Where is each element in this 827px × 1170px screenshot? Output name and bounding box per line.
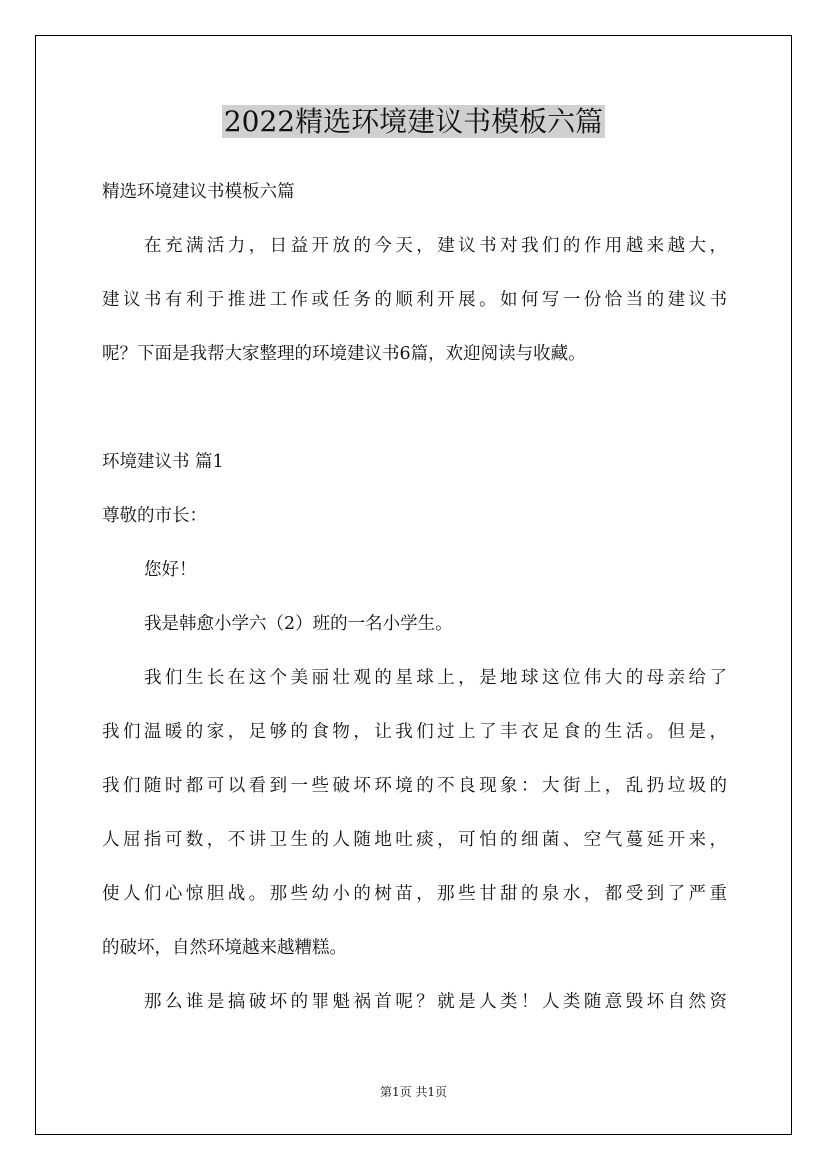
greeting-line: 您好！: [144, 560, 197, 580]
paragraph-line: 我是韩愈小学六（2）班的一名小学生。: [144, 614, 453, 634]
section-heading: 环境建议书 篇1: [102, 452, 224, 472]
paragraph-line: 在充满活力，日益开放的今天，建议书对我们的作用越来越大，: [144, 236, 727, 256]
paragraph-line: 我们生长在这个美丽壮观的星球上，是地球这位伟大的母亲给了: [144, 668, 727, 688]
paragraph-line: 呢？下面是我帮大家整理的环境建议书6篇，欢迎阅读与收藏。: [102, 344, 586, 364]
salutation-line: 尊敬的市长：: [102, 506, 207, 526]
paragraph-line: 人屈指可数，不讲卫生的人随地吐痰，可怕的细菌、空气蔓延开来，: [102, 830, 727, 850]
paragraph-line: 建议书有利于推进工作或任务的顺利开展。如何写一份恰当的建议书: [102, 290, 727, 310]
paragraph-line: 使人们心惊胆战。那些幼小的树苗，那些甘甜的泉水，都受到了严重: [102, 884, 727, 904]
document-title: [0, 98, 827, 146]
paragraph-line: 的破坏，自然环境越来越糟糕。: [102, 938, 347, 958]
document-title-text: 2022精选环境建议书模板六篇: [223, 105, 604, 138]
document-body: [102, 165, 727, 1029]
paragraph-line: 我们温暖的家，足够的食物，让我们过上了丰衣足食的生活。但是，: [102, 722, 727, 742]
paragraph-gap: [102, 381, 727, 435]
paragraph-line: 那么谁是搞破坏的罪魁祸首呢？就是人类！人类随意毁坏自然资: [144, 992, 727, 1012]
paragraph-line: 我们随时都可以看到一些破坏环境的不良现象：大街上，乱扔垃圾的: [102, 776, 727, 796]
page-number: 第1页 共1页: [379, 1085, 448, 1099]
subtitle-line: 精选环境建议书模板六篇: [102, 182, 295, 202]
page-footer: [0, 1083, 827, 1101]
